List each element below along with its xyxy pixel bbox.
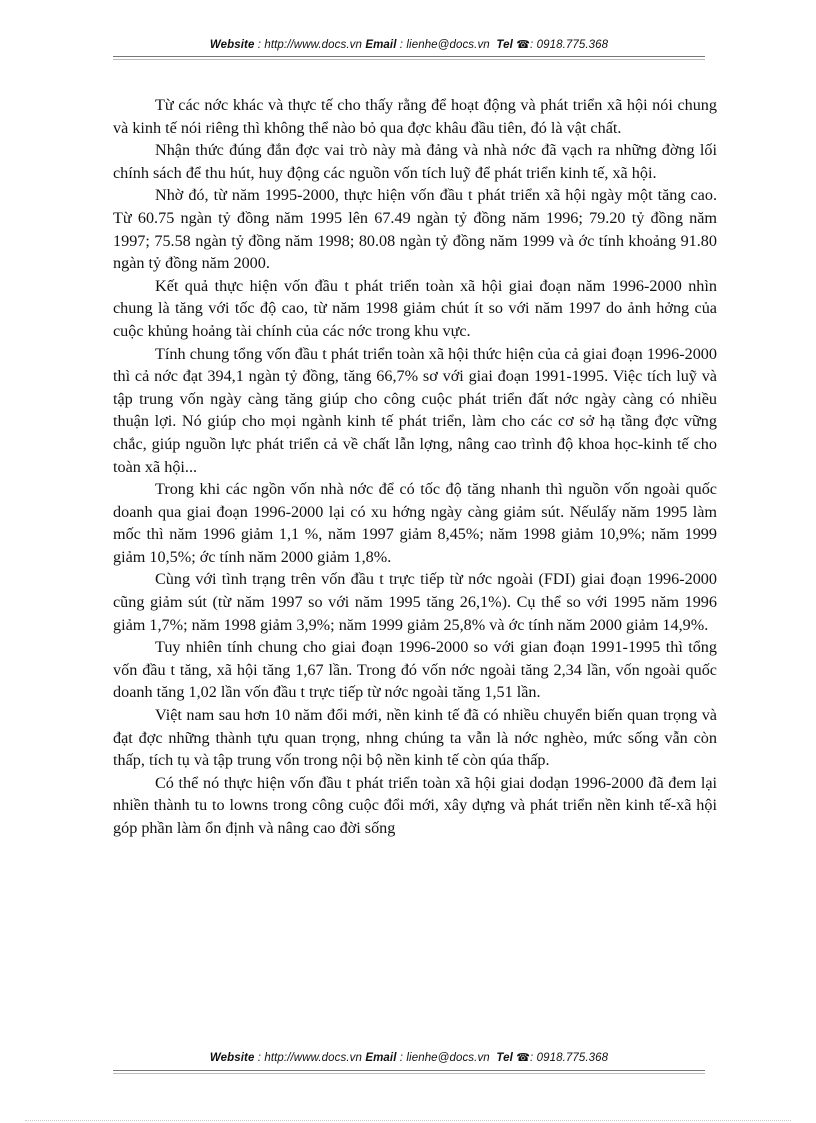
header-website-label: Website [209,39,255,51]
footer-tel-label: Tel [496,1052,513,1064]
header-tel-value: : 0918.775.368 [530,39,609,51]
phone-icon: ☎ [516,1052,530,1064]
paragraph: Nhờ đó, từ năm 1995-2000, thực hiện vốn đầu t phát triển xã hội ngày một tăng cao. Từ 60.75 ngàn tỷ đồng năm 1995 lên 67.49 ngàn tỷ đồng năm 1996; 79.20 tỷ đồng năm 1997; 75.58 ngàn tỷ đồng năm 1998; 80.08 ngàn tỷ đồng năm 1999 và ớc tính khoảng 91.80 ngàn tỷ đồng năm 2000. [113,186,717,273]
footer-email-value: : lienhe@docs.vn [399,1052,490,1064]
paragraph: Có thể nó thực hiện vốn đầu t phát triển toàn xã hội giai dodạn 1996-2000 đã đem lại nhiền thành tu to lowns trong công cuộc đổi mới, xây dựng và phát triển nền kinh tế-xã hội góp phần làm ổn định và nâng cao đời sống [113,773,717,837]
header-rule-secondary [113,59,705,60]
page-footer [113,1051,705,1064]
phone-icon: ☎ [516,39,530,51]
header-email-value: : lienhe@docs.vn [399,39,490,51]
paragraph: Trong khi các ngồn vốn nhà nớc để có tốc độ tăng nhanh thì nguồn vốn ngoài quốc doanh qua giai đoạn 1996-2000 lại có xu hớng ngày càng giảm sút. Nếulấy năm 1995 làm mốc thì năm 1996 giảm 1,1 %, năm 1997 giảm 8,45%; năm 1998 giảm 10,9%; năm 1999 giảm 10,5%; ớc tính năm 2000 giảm 1,8%. [113,480,717,566]
header-email-label: Email [365,39,397,51]
paragraph: Kết quả thực hiện vốn đầu t phát triển toàn xã hội giai đoạn năm 1996-2000 nhìn chung là tăng với tốc độ cao, từ năm 1998 giảm chút ít so với năm 1997 do ảnh hởng của cuộc khủng hoảng tài chính của các nớc trong khu vực. [113,276,717,340]
document-body [113,94,717,840]
paragraph: Việt nam sau hơn 10 năm đổi mới, nền kinh tế đã có nhiều chuyển biến quan trọng và đạt đợc những thành tựu quan trọng, nhng chúng ta vẫn là nớc nghèo, mức sống vẫn còn thấp, tích tụ và tập trung vốn trong nội bộ nền kinh tế còn qúa thấp. [113,706,717,770]
footer-website-url: : http://www.docs.vn [257,1052,363,1064]
paragraph: Từ các nớc khác và thực tế cho thấy rằng để hoạt động và phát triển xã hội nói chung và kinh tế nói riêng thì không thể nào bỏ qua đợc khâu đầu tiên, đó là vật chất. [113,96,717,137]
paragraph: Nhận thức đúng đắn đợc vai trò này mà đảng và nhà nớc đã vạch ra những đờng lối chính sách để thu hút, huy động các nguồn vốn tích luỹ để phát triển kinh tế, xã hội. [113,141,717,182]
header-website-url: : http://www.docs.vn [257,39,363,51]
footer-rule [113,1070,705,1071]
header-tel-label: Tel [496,39,513,51]
footer-tel-value: : 0918.775.368 [530,1052,609,1064]
paragraph: Tính chung tổng vốn đầu t phát triển toàn xã hội thức hiện của cả giai đoạn 1996-2000 thì cả nớc đạt 394,1 ngàn tỷ đồng, tăng 66,7% sơ với giai đoạn 1991-1995. Việc tích luỹ và tập trung vốn ngày càng tăng giúp cho công cuộc phát triển đất nớc ngày càng có nhiều thuận lợi. Nó giúp cho mọi ngành kinh tế phát triển, làm cho các cơ sở hạ tầng đợc vững chắc, giúp nguồn lực phát triển cả về chất lẫn lợng, nâng cao trình độ khoa học-kinh tế cho toàn xã hội... [113,344,717,476]
footer-rule-secondary [113,1073,705,1074]
paragraph: Tuy nhiên tính chung cho giai đoạn 1996-2000 so với gian đoạn 1991-1995 thì tổng vốn đầu t tăng, xã hội tăng 1,67 lần. Trong đó vốn nớc ngoài tăng 2,34 lần, vốn ngoài quốc doanh tăng 1,02 lần vốn đầu t trực tiếp từ nớc ngoài tăng 1,51 lần. [113,638,717,702]
header-rule [113,56,705,57]
page-edge-divider [25,1120,791,1121]
paragraph: Cùng với tình trạng trên vốn đầu t trực tiếp từ nớc ngoài (FDI) giai đoạn 1996-2000 cũng giảm sút (từ năm 1997 so với năm 1995 tăng 26,1%). Cụ thể so với 1995 năm 1996 giảm 1,7%; năm 1998 giảm 3,9%; năm 1999 giảm 25,8% và ớc tính năm 2000 giảm 14,9%. [113,570,717,634]
footer-email-label: Email [365,1052,397,1064]
footer-website-label: Website [209,1052,255,1064]
page-header [113,38,705,51]
